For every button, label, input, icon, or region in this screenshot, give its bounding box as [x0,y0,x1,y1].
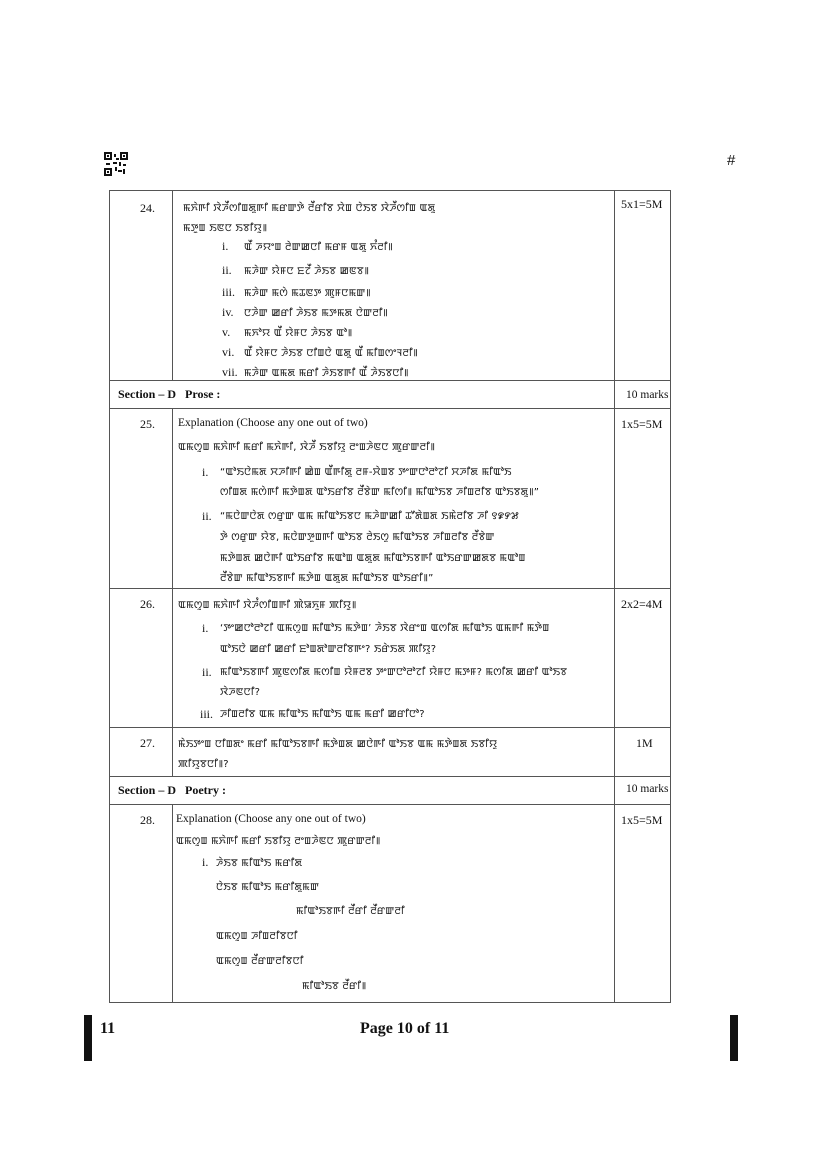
sub-number: i. [202,621,209,635]
question-text: ꯃꯥꯏꯇꯦꯡ ꯅꯤꯡꯗꯦ ꯃꯔꯤ ꯃꯤꯑꯣꯏꯕꯒꯤ ꯃꯇꯥꯡꯗ ꯀꯅꯥꯒꯤ ꯑꯣꯏꯕ ꯑꯃ ꯃꯇꯥꯡꯗ ꯏꯕꯤꯌꯨ [178,739,498,750]
sub-number: ii. [222,263,232,277]
page-code: 11 [100,1020,116,1037]
question-marks: 1M [636,736,653,750]
section-label: Section – D Poetry : [118,783,226,797]
question-text: ꯋꯥꯍꯟꯅꯤ? [220,687,261,698]
question-table [109,190,671,1003]
sub-number: vi. [222,345,235,359]
qr-code-icon [104,152,128,176]
passage-text: ꯇꯥ ꯁꯔꯨꯛ ꯌꯥꯕ, ꯃꯅꯥꯛꯇꯨꯡꯒꯤ ꯑꯣꯏꯕ ꯂꯥꯏꯁꯨ ꯃꯤꯑꯣꯏꯕ ꯍꯤꯡꯂꯤꯕ ꯂꯩꯕꯥꯛ [220,532,495,543]
passage-text: ꯂꯩꯕꯥꯛ ꯃꯤꯑꯣꯏꯕꯒꯤ ꯃꯇꯥꯡ ꯑꯗꯨꯗ ꯃꯤꯑꯣꯏꯕ ꯑꯣꯏꯔꯤ꯫” [220,573,434,584]
section-poetry-header [110,776,670,804]
sub-question-text: ꯑꯩ ꯍꯌꯦꯡ ꯂꯥꯛꯀꯅꯤ ꯃꯔꯝ ꯑꯗꯨ ꯈꯪꯂꯤ꯫ [244,242,393,253]
question-number: 27. [140,736,155,750]
question-number: 24. [140,201,155,215]
poem-line: ꯍꯥꯏꯕ ꯃꯤꯑꯣꯏ ꯃꯔꯤꯗ [216,858,303,869]
section-marks: 10 marks [626,389,669,401]
sub-question-text: ꯃꯍꯥꯛ ꯃꯁꯥ ꯃꯊꯟꯇ ꯄꯨꯝꯅꯃꯛ꯫ [244,288,371,299]
question-number: 28. [140,813,155,827]
sub-number: i. [202,855,209,869]
question-text: ꯃꯈꯥꯒꯤ ꯋꯥꯍꯩꯁꯤꯡꯗꯨꯒꯤ ꯃꯔꯛꯇꯥ ꯂꯩꯔꯤꯕ ꯆꯥꯡ ꯅꯥꯏꯕ ꯋꯥꯍꯩꯁꯤꯡ ꯑꯗꯨ [183,203,436,214]
question-marks: 5x1=5M [621,197,663,211]
section-marks: 10 marks [626,783,669,795]
sub-number: i. [202,465,209,479]
question-number: 25. [140,417,155,431]
sub-number: v. [222,325,231,339]
poem-line: ꯃꯤꯑꯣꯏꯕꯒꯤ ꯂꯩꯔꯤ ꯂꯩꯔꯛꯂꯤ [296,906,405,917]
section-label: Section – D Prose : [118,387,221,401]
footer-left-bar [84,1015,92,1061]
passage-text: ꯁꯤꯡꯗ ꯃꯁꯥꯒꯤ ꯃꯇꯥꯡꯗ ꯑꯣꯏꯔꯤꯕ ꯂꯩꯕꯥꯛ ꯃꯤꯁꯤ꯫ ꯃꯤꯑꯣꯏꯕ ꯍꯤꯡꯂꯤꯕ ꯑꯣꯏꯕꯗꯨ꯫” [220,487,540,498]
sub-number: ii. [202,509,212,523]
poem-line: ꯅꯥꯏꯕ ꯃꯤꯑꯣꯏ ꯃꯔꯤꯗꯨꯃꯛ [216,882,320,893]
sub-question-text: ꯃꯍꯥꯛ ꯌꯥꯝꯅ ꯐꯖꯩ ꯍꯥꯏꯕ ꯀꯟꯕ꯫ [244,266,370,277]
sub-number: iii. [222,285,236,299]
sub-question-text: ꯃꯈꯣꯌ ꯑꯩ ꯌꯥꯝꯅ ꯍꯥꯏꯕ ꯑꯣ꯫ [244,328,353,339]
question-text: ꯃꯇꯨꯡ ꯏꯟꯅ ꯏꯕꯤꯌꯨ꯫ [183,223,268,234]
sub-number: iv. [222,305,234,319]
sub-number: iii. [200,707,214,721]
page-number: Page 10 of 11 [360,1020,450,1037]
question-text: ꯑꯃꯁꯨꯡ ꯃꯈꯥꯒꯤ ꯋꯥꯍꯪꯁꯤꯡꯒꯤ ꯄꯥꯎꯈꯨꯝ ꯄꯤꯌꯨ꯫ [178,600,357,611]
sub-question-text: ꯑꯩ ꯌꯥꯝꯅ ꯍꯥꯏꯕ ꯅꯤꯡꯅꯥ ꯑꯗꯨ ꯑꯩ ꯃꯤꯡꯁꯦꯜꯂꯤ꯫ [244,348,419,359]
sub-number: vii. [222,365,238,379]
passage-text: “ꯑꯣꯏꯅꯥꯃꯗ ꯆꯍꯤꯒꯤ ꯀꯥꯡ ꯑꯩꯒꯤꯗꯨ ꯂꯝ-ꯆꯥꯡꯕ ꯇꯦꯛꯅꯣꯂꯣꯖꯤ ꯆꯍꯤꯗ ꯃꯤꯑꯣꯏ [220,467,512,478]
sub-question-text: ꯃꯍꯥꯛ ꯑꯃꯗ ꯃꯔꯤ ꯍꯥꯏꯕꯒꯤ ꯑꯩ ꯍꯥꯏꯕꯅꯤ꯫ [244,368,409,379]
poem-line: ꯑꯃꯁꯨꯡ ꯂꯩꯔꯛꯂꯤꯕꯅꯤ [216,956,304,967]
footer-right-bar [730,1015,738,1061]
passage-text: “ꯃꯅꯥꯛꯅꯥꯗ ꯁꯔꯨꯛ ꯑꯃ ꯃꯤꯑꯣꯏꯕꯅ ꯃꯍꯥꯛꯀꯤ ꯊꯧꯗꯥꯡꯗ ꯏꯃꯥꯂꯤꯕ ꯍꯤ ꯱꯹꯸꯷ [220,511,519,522]
poem-line: ꯃꯤꯑꯣꯏꯕ ꯂꯩꯔꯤ꯫ [302,981,367,992]
question-28 [110,804,670,1002]
question-25 [110,408,670,588]
corner-hash: # [727,152,736,169]
passage-text: ꯃꯇꯥꯡꯗ ꯀꯅꯥꯒꯤ ꯑꯣꯏꯔꯤꯕ ꯃꯑꯣꯡ ꯑꯗꯨꯗ ꯃꯤꯑꯣꯏꯕꯒꯤ ꯑꯣꯏꯔꯛꯀꯗꯕ ꯃꯑꯣꯡ [220,553,526,564]
question-marks: 1x5=5M [621,417,663,431]
question-text: ꯄꯤꯌꯨꯕꯅꯤ꯫? [178,759,229,770]
question-26 [110,588,670,727]
question-27 [110,727,670,776]
question-text: ‘ꯇꯦꯀꯅꯣꯂꯣꯖꯤ ꯑꯃꯁꯨꯡ ꯃꯤꯑꯣꯏ ꯃꯇꯥꯡ’ ꯍꯥꯏꯕ ꯋꯥꯔꯦꯡ ꯑꯁꯤꯗ ꯃꯤꯑꯣꯏ ꯑꯃꯒꯤ ꯃꯇꯥꯡ [220,623,550,634]
sub-number: i. [222,239,229,253]
question-text: ꯑꯃꯁꯨꯡ ꯃꯈꯥꯒꯤ ꯃꯔꯤ ꯏꯕꯤꯌꯨ ꯂꯦꯡꯍꯥꯟꯅ ꯄꯨꯔꯛꯂꯤ꯫ [176,836,381,847]
question-text: ꯃꯤꯑꯣꯏꯕꯒꯤ ꯄꯨꯟꯁꯤꯗ ꯃꯁꯤꯡ ꯌꯥꯝꯂꯕ ꯇꯦꯛꯅꯣꯂꯣꯖꯤ ꯌꯥꯝꯅ ꯃꯇꯝ? ꯃꯁꯤꯗ ꯀꯔꯤ ꯑꯣꯏꯕ [220,667,568,678]
question-24 [110,191,670,380]
question-text: ꯑꯣꯏꯅꯥ ꯀꯔꯤ ꯀꯔꯤ ꯐꯣꯡꯗꯣꯛꯂꯤꯕꯒꯦ? ꯏꯔꯥꯏꯗ ꯄꯤꯌꯨ? [220,644,437,655]
sub-number: ii. [202,665,212,679]
question-text: ꯍꯤꯡꯂꯤꯕ ꯑꯃ ꯃꯤꯑꯣꯏ ꯃꯤꯑꯣꯏ ꯑꯃ ꯃꯔꯤ ꯀꯔꯤꯅꯣ? [220,709,425,720]
question-number: 26. [140,597,155,611]
question-marks: 1x5=5M [621,813,663,827]
section-prose-header [110,380,670,408]
question-marks: 2x2=4M [621,597,663,611]
question-title: Explanation (Choose any one out of two) [176,813,366,825]
question-title: Explanation (Choose any one out of two) [178,417,368,429]
poem-line: ꯑꯃꯁꯨꯡ ꯍꯤꯡꯂꯤꯕꯅꯤ [216,931,298,942]
sub-question-text: ꯅꯍꯥꯛ ꯀꯔꯤ ꯍꯥꯏꯕ ꯃꯇꯃꯗ ꯅꯥꯛꯂꯤ꯫ [244,308,388,319]
question-text: ꯑꯃꯁꯨꯡ ꯃꯈꯥꯒꯤ ꯃꯔꯤ ꯃꯈꯥꯒꯤ, ꯋꯥꯍꯩ ꯏꯕꯤꯌꯨ ꯂꯦꯡꯍꯥꯟꯅ ꯄꯨꯔꯛꯂꯤ꯫ [178,442,436,453]
